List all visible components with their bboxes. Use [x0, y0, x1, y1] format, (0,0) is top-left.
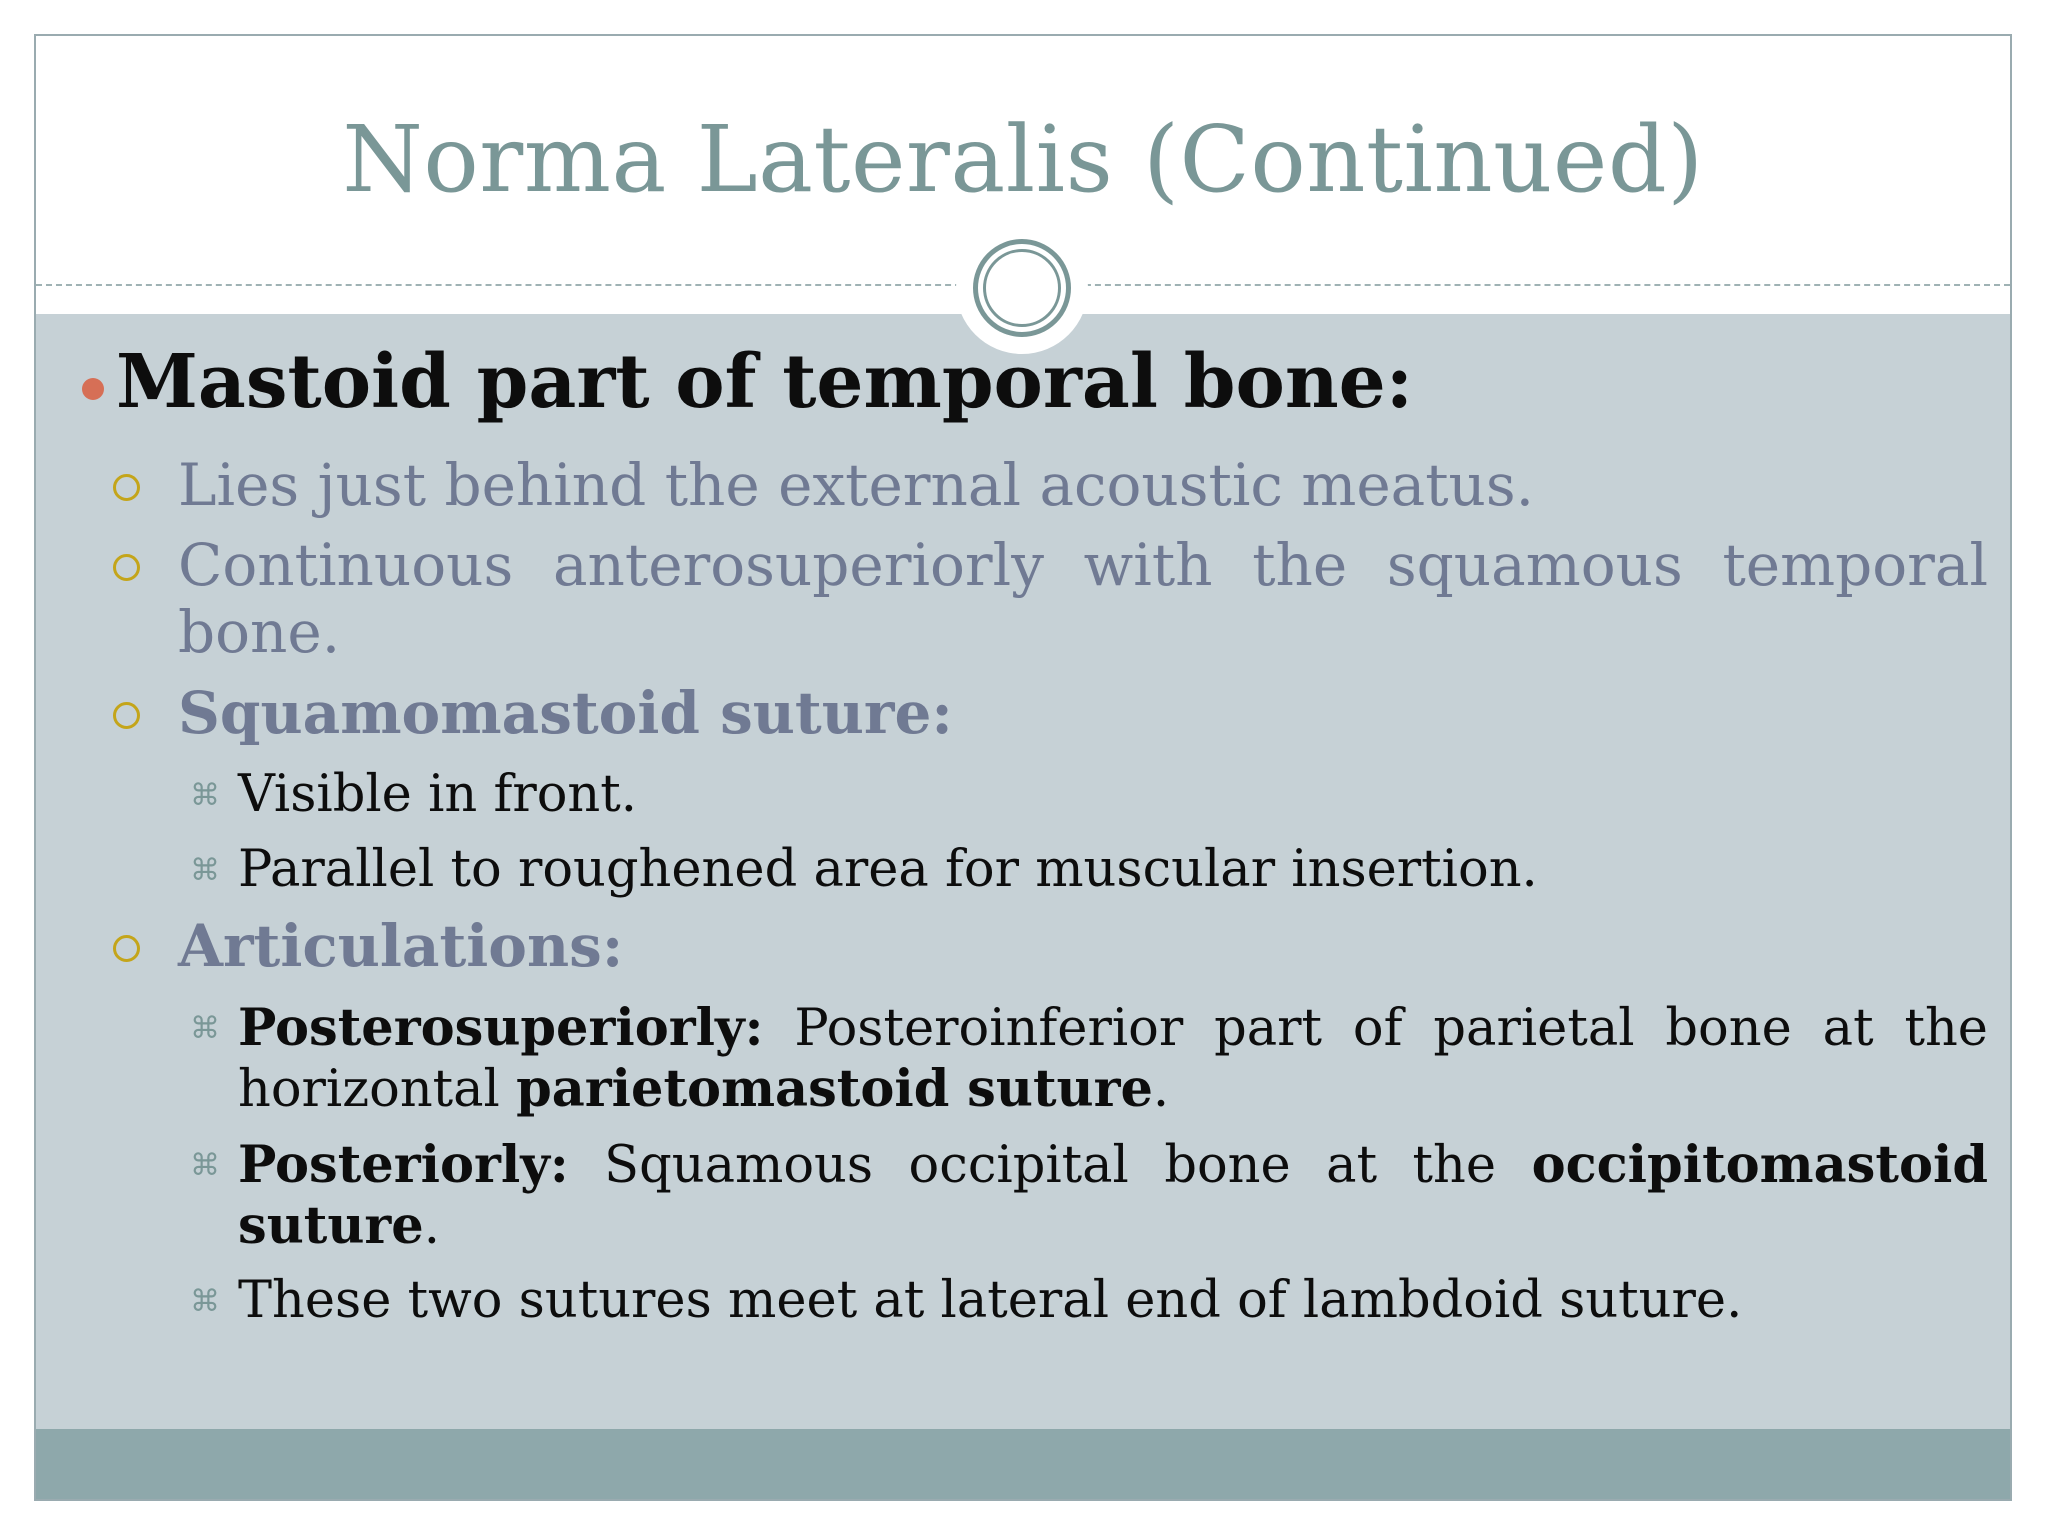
sub-bullet-location: Lies just behind the external acoustic meatus. — [178, 452, 1988, 519]
filled-circle-bullet-icon — [82, 378, 104, 400]
hollow-circle-bullet-icon — [113, 474, 140, 501]
crossed-arrow-bullet-icon: ⌘ — [190, 1011, 220, 1046]
hollow-circle-bullet-icon — [113, 554, 140, 581]
slide-title: Norma Lateralis (Continued) — [342, 106, 1704, 213]
articulation-meeting-point: ⌘ These two sutures meet at lateral end of lambdoid suture. — [190, 1271, 1743, 1330]
sub-bullet-squamomastoid: Squamomastoid suture: — [178, 680, 1988, 747]
main-heading: Mastoid part of temporal bone: — [116, 339, 1414, 425]
point-parallel-area: ⌘ Parallel to roughened area for muscular insertion. — [190, 840, 1538, 899]
articulation-posterior: ⌘ Posteriorly: Squamous occipital bone at the occipitomastoid suture. — [190, 1135, 1988, 1256]
hollow-circle-bullet-icon — [113, 702, 140, 729]
sub-bullet-articulations: Articulations: — [178, 913, 1988, 980]
crossed-arrow-bullet-icon: ⌘ — [190, 1148, 220, 1183]
crossed-arrow-bullet-icon: ⌘ — [190, 853, 220, 888]
articulation-posterosuperior: ⌘ Posterosuperiorly: Posteroinferior part of parietal bone at the horizontal parietomastoid suture. — [190, 998, 1988, 1119]
crossed-arrow-bullet-icon: ⌘ — [190, 778, 220, 813]
hollow-circle-bullet-icon — [113, 935, 140, 962]
main-bullet — [116, 340, 1988, 425]
crossed-arrow-bullet-icon: ⌘ — [190, 1284, 220, 1319]
point-visible-in-front: ⌘ Visible in front. — [190, 765, 637, 824]
sub-bullet-continuity: Continuous anterosuperiorly with the squamous temporal bone. — [178, 532, 1988, 666]
